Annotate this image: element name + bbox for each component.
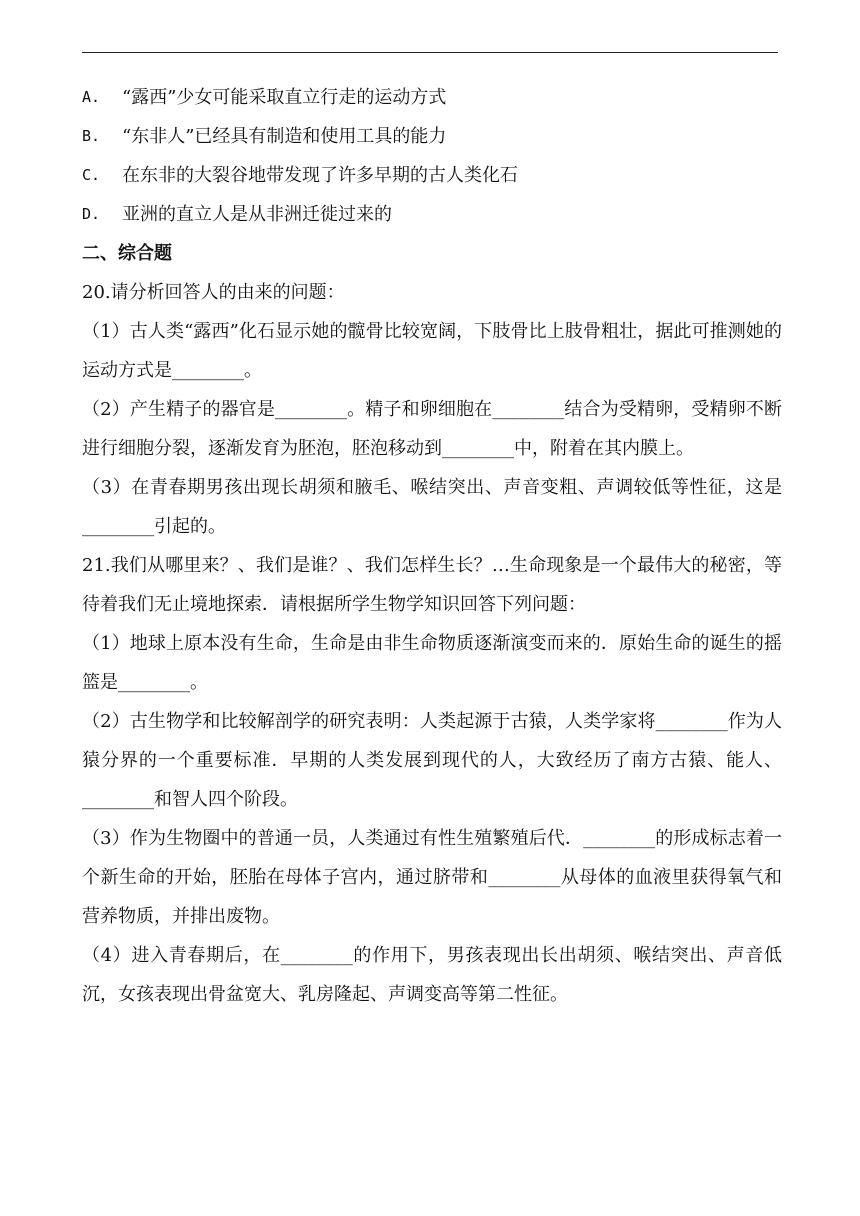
option-b-letter: B. [82, 127, 101, 145]
option-c-text: 在东非的大裂谷地带发现了许多早期的古人类化石 [122, 165, 518, 186]
question-20-part-1: （1）古人类“露西”化石显示她的髋骨比较宽阔，下肢骨比上肢骨粗壮，据此可推测她的运动方式是________。 [82, 321, 782, 381]
section-heading-comprehensive: 二、综合题 [82, 243, 172, 264]
question-21-title: 21.我们从哪里来？、我们是谁？、我们怎样生长？…生命现象是一个最伟大的秘密，等待着我们无止境地探索．请根据所学生物学知识回答下列问题： [82, 555, 782, 615]
option-c [82, 156, 782, 195]
question-21-part-3: （3）作为生物圈中的普通一员，人类通过有性生殖繁殖后代．________的形成标志着一个新生命的开始，胚胎在母体子宫内，通过脐带和________从母体的血液里获得氧气和营养物质，并排出废物。 [82, 828, 782, 927]
option-b-text: “东非人”已经具有制造和使用工具的能力 [122, 126, 447, 147]
option-a-letter: A. [82, 88, 101, 106]
option-d-text: 亚洲的直立人是从非洲迁徙过来的 [122, 204, 392, 225]
option-d [82, 195, 782, 234]
document-body [82, 78, 782, 1014]
question-21-part-2: （2）古生物学和比较解剖学的研究表明：人类起源于古猿，人类学家将________作为人猿分界的一个重要标准．早期的人类发展到现代的人，大致经历了南方古猿、能人、________和智人四个阶段。 [82, 711, 782, 810]
option-b [82, 117, 782, 156]
header-rule [82, 52, 778, 53]
question-20-title: 20.请分析回答人的由来的问题： [82, 282, 345, 303]
option-a [82, 78, 782, 117]
question-20-part-3: （3）在青春期男孩出现长胡须和腋毛、喉结突出、声音变粗、声调较低等性征，这是________引起的。 [82, 477, 782, 537]
question-21-part-4: （4）进入青春期后，在________的作用下，男孩表现出长出胡须、喉结突出、声音低沉，女孩表现出骨盆宽大、乳房隆起、声调变高等第二性征。 [82, 945, 782, 1005]
option-c-letter: C. [82, 166, 101, 184]
question-21-part-1: （1）地球上原本没有生命，生命是由非生命物质逐渐演变而来的．原始生命的诞生的摇篮是________。 [82, 633, 782, 693]
option-a-text: “露西”少女可能采取直立行走的运动方式 [122, 87, 447, 108]
option-d-letter: D. [82, 205, 101, 223]
question-20-part-2: （2）产生精子的器官是________。精子和卵细胞在________结合为受精卵，受精卵不断进行细胞分裂，逐渐发育为胚泡，胚泡移动到________中，附着在其内膜上。 [82, 399, 782, 459]
